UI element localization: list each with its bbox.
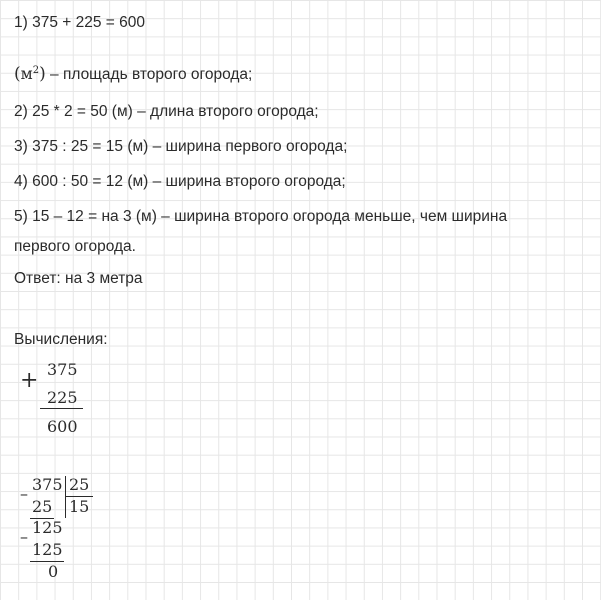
- division-minus-2: –: [20, 527, 28, 546]
- quotient: 15: [69, 497, 90, 516]
- sum: 600: [47, 417, 78, 436]
- division-bracket-vertical: [65, 476, 66, 518]
- calc-heading: Вычисления:: [14, 331, 108, 348]
- paren-close: ): [39, 64, 46, 84]
- dividend: 375: [32, 475, 63, 494]
- step-5: 5) 15 – 12 = на 3 (м) – ширина второго огорода меньше, чем ширина: [14, 208, 508, 225]
- step-5-continuation: первого огорода.: [14, 238, 136, 255]
- step-3: 3) 375 : 25 = 15 (м) – ширина первого огорода;: [14, 138, 348, 155]
- step-4: 4) 600 : 50 = 12 (м) – ширина второго огорода;: [14, 173, 346, 190]
- subtrahend-1: 25: [32, 497, 53, 516]
- addition-sign: +: [20, 368, 39, 393]
- unit: м: [20, 65, 33, 83]
- step-1-description: – площадь второго огорода;: [45, 66, 253, 83]
- paren-open: (: [14, 64, 21, 84]
- step-1: 1) 375 + 225 = 600: [14, 14, 146, 31]
- addend-2: 225: [47, 388, 78, 407]
- divisor: 25: [69, 475, 90, 494]
- step-2: 2) 25 * 2 = 50 (м) – длина второго огорода;: [14, 103, 319, 120]
- remainder-final: 0: [48, 562, 59, 581]
- addition-line: [40, 408, 83, 409]
- step-1-unit-line: [14, 64, 252, 84]
- subtraction-line-2: [30, 561, 64, 562]
- remainder-1: 125: [32, 518, 63, 537]
- subtrahend-2: 125: [32, 540, 63, 559]
- unit-exponent: 2: [32, 64, 40, 76]
- answer: Ответ: на 3 метра: [14, 270, 143, 287]
- addend-1: 375: [47, 360, 78, 379]
- division-minus-1: –: [20, 484, 28, 503]
